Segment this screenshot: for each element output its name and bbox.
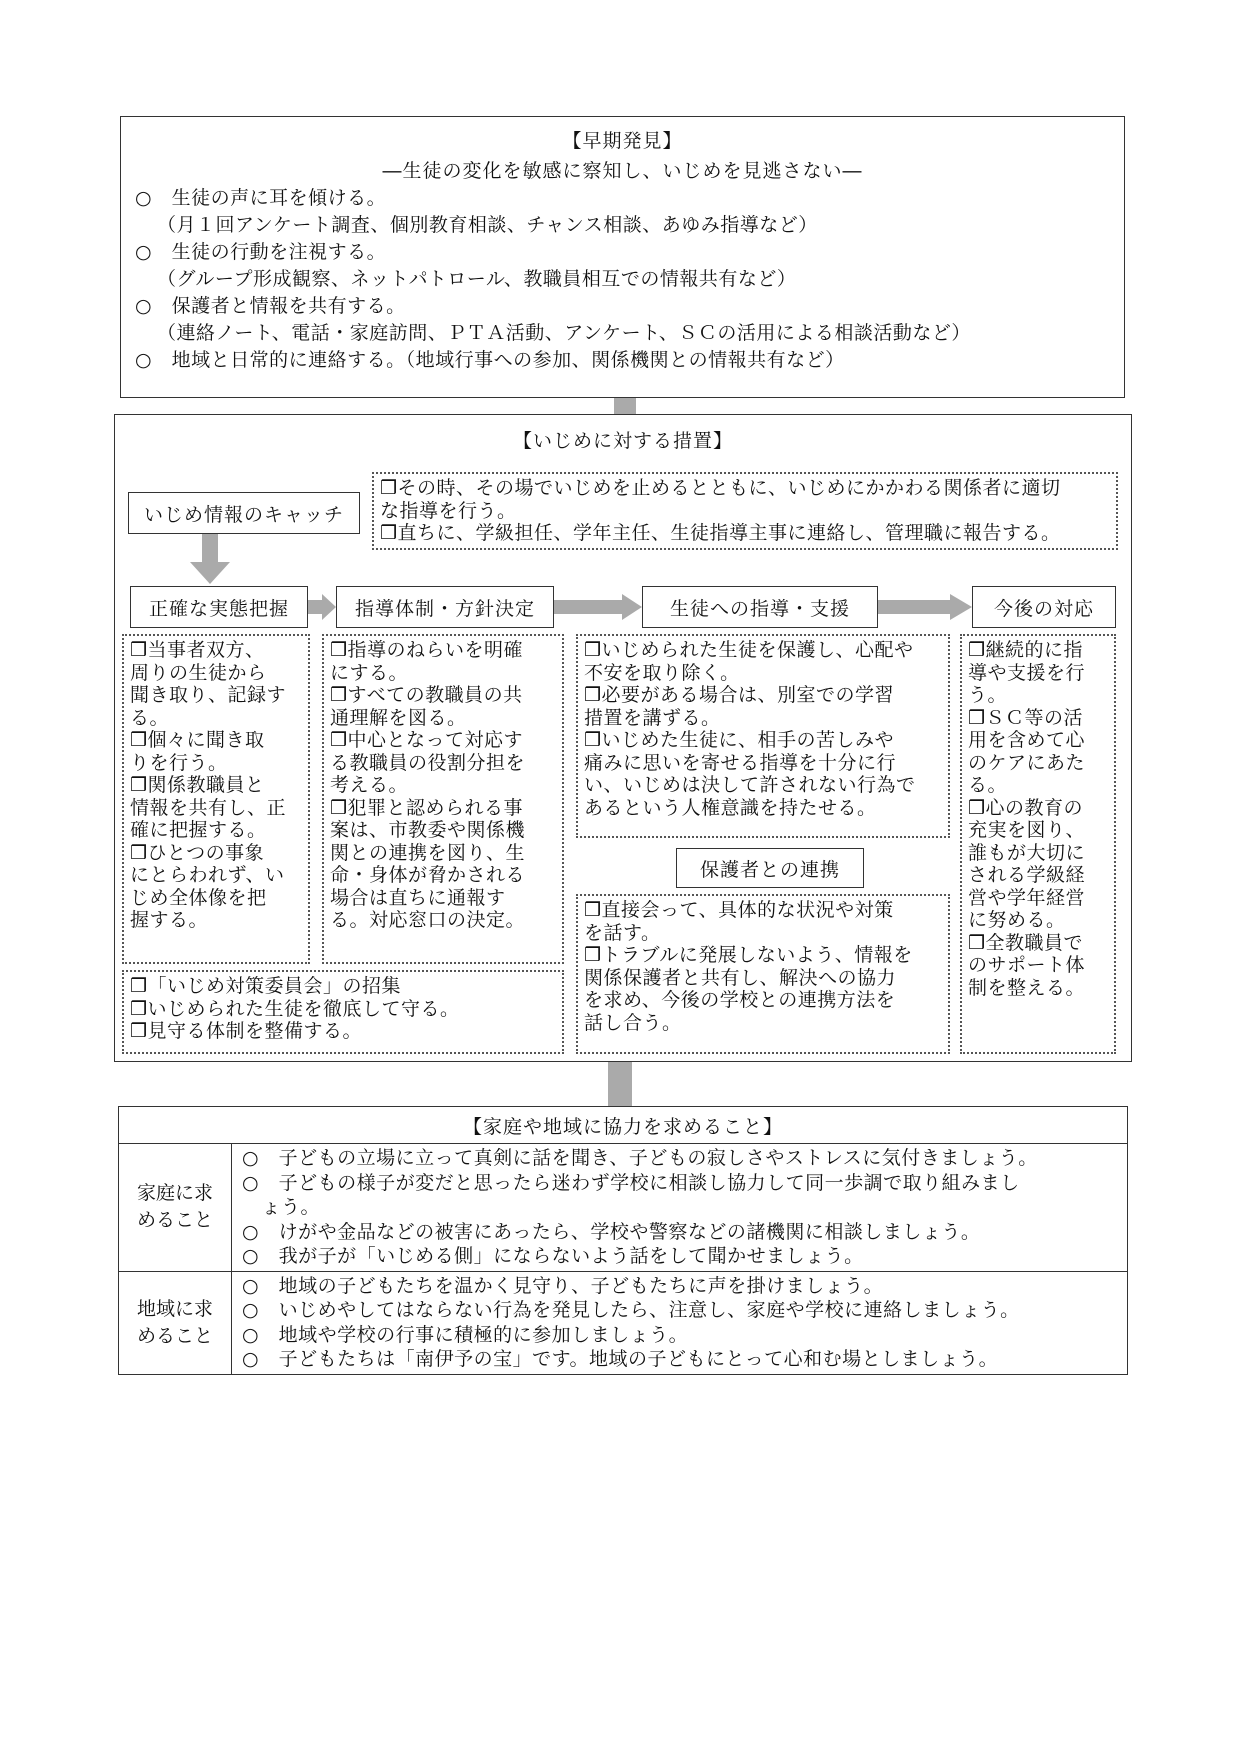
early-line-5: ○ 保護者と情報を共有する。 — [135, 295, 406, 317]
home-label-line-2: めること — [136, 1209, 213, 1232]
col4-line: 制を整える。 — [968, 976, 1086, 999]
col3-line: 痛みに思いを寄せる指導を十分に行 — [584, 751, 897, 774]
home-item: ○ 子どもの立場に立って真剣に話を聞き、子どもの寂しさやストレスに気付きましょう。 — [242, 1147, 1038, 1169]
area-item: ○ 地域の子どもたちを温かく見守り、子どもたちに声を掛けましょう。 — [242, 1274, 884, 1297]
col1-line: 聞き取り、記録す — [130, 684, 287, 706]
col2-line: 考える。 — [330, 774, 409, 796]
area-label — [119, 1271, 232, 1374]
col3-line: 不安を取り除く。 — [584, 661, 740, 684]
early-line-2: （月１回アンケート調査、個別教育相談、チャンス相談、あゆみ指導など） — [157, 214, 818, 236]
col4-line: 用を含めて心 — [968, 729, 1086, 751]
right-arrow-icon — [308, 594, 336, 620]
early-line-7: ○ 地域と日常的に連絡する。（地域行事への参加、関係機関との情報共有など） — [135, 349, 845, 371]
step-fact-finding: 正確な実態把握 — [130, 586, 308, 628]
future-response-notes — [960, 634, 1116, 1054]
col1-line: ❒ひとつの事象 — [130, 841, 265, 864]
col1-line: りを行う。 — [130, 751, 228, 774]
early-detection-subtitle: ―生徒の変化を敏感に察知し、いじめを見逃さない― — [382, 160, 863, 182]
col4-line: ❒心の教育の — [968, 796, 1084, 819]
col1-line: 握する。 — [130, 909, 209, 931]
area-items — [232, 1271, 1128, 1374]
parent-line: を話す。 — [584, 921, 661, 944]
catch-label: いじめ情報のキャッチ — [128, 492, 360, 534]
home-label-line-1: 家庭に求 — [136, 1182, 213, 1205]
col2-line: ❒中心となって対応す — [330, 729, 524, 751]
early-line-3: ○ 生徒の行動を注視する。 — [135, 241, 387, 263]
early-detection-title: 【早期発見】 — [562, 130, 683, 152]
student-support-notes — [576, 634, 950, 838]
right-arrow-icon — [878, 594, 972, 620]
committee-notes — [122, 970, 564, 1054]
col1-line: 周りの生徒から — [130, 661, 267, 684]
col1-line: ❒当事者双方、 — [130, 639, 265, 661]
col1-line: じめ全体像を把 — [130, 886, 267, 909]
col4-line: 誰もが大切に — [968, 841, 1086, 864]
parent-cooperation-notes — [576, 894, 950, 1054]
home-items — [232, 1144, 1128, 1272]
col2-line: ❒すべての教職員の共 — [330, 684, 523, 706]
col4-line: ❒継続的に指 — [968, 639, 1084, 661]
catch-note-3: ❒直ちに、学級担任、学年主任、生徒指導主事に連絡し、管理職に報告する。 — [380, 522, 1061, 544]
col2-line: る。対応窓口の決定。 — [330, 909, 526, 931]
area-item: ○ 子どもたちは「南伊予の宝」です。地域の子どもにとって心和む場としましょう。 — [242, 1348, 999, 1370]
area-label-line-2: めること — [136, 1324, 213, 1347]
col3-line: 措置を講ずる。 — [584, 706, 721, 729]
col1-line: る。 — [130, 706, 170, 729]
fact-finding-notes — [122, 634, 310, 964]
col3-line: ❒いじめた生徒に、相手の苦しみや — [584, 729, 895, 751]
committee-line: ❒いじめられた生徒を徹底して守る。 — [130, 997, 460, 1020]
home-item: ○ 我が子が「いじめる側」にならないよう話をして聞かせましょう。 — [242, 1245, 864, 1267]
catch-note-1: ❒その時、その場でいじめを止めるとともに、いじめにかかわる関係者に適切 — [380, 477, 1061, 499]
col4-line: のサポート体 — [968, 954, 1086, 976]
col1-line: ❒個々に聞き取 — [130, 729, 265, 751]
col4-line: のケアにあた — [968, 751, 1086, 774]
step-student-support: 生徒への指導・支援 — [642, 586, 878, 628]
col4-line: る。 — [968, 774, 1008, 796]
col3-line: ❒いじめられた生徒を保護し、心配や — [584, 639, 914, 661]
step-future-response: 今後の対応 — [972, 586, 1116, 628]
committee-line: ❒「いじめ対策委員会」の招集 — [130, 975, 402, 997]
col4-line: に努める。 — [968, 909, 1066, 931]
step-guidance-policy: 指導体制・方針決定 — [336, 586, 554, 628]
col2-line: にする。 — [330, 661, 409, 684]
col2-line: 関との連携を図り、生 — [330, 841, 526, 864]
col4-line: ❒ＳＣ等の活 — [968, 706, 1084, 729]
catch-note-2: な指導を行う。 — [380, 499, 517, 522]
guidance-policy-notes — [322, 634, 564, 964]
col1-line: 確に把握する。 — [130, 819, 267, 841]
col3-line: ❒必要がある場合は、別室での学習 — [584, 684, 895, 706]
col1-line: にとらわれず、い — [130, 864, 285, 886]
parent-line: 話し合う。 — [584, 1011, 682, 1034]
col2-line: 場合は直ちに通報す — [330, 886, 506, 909]
committee-line: ❒見守る体制を整備する。 — [130, 1020, 363, 1042]
col4-line: 充実を図り、 — [968, 819, 1086, 841]
catch-notes — [372, 472, 1118, 550]
col2-line: 命・身体が脅かされる — [330, 864, 526, 886]
area-label-line-1: 地域に求 — [136, 1297, 213, 1320]
measures-title: 【いじめに対する措置】 — [512, 430, 733, 452]
col2-line: 通理解を図る。 — [330, 706, 467, 729]
col2-line: ❒指導のねらいを明確 — [330, 639, 524, 661]
col4-line: 営や学年経営 — [968, 886, 1086, 909]
col4-line: ❒全教職員で — [968, 931, 1084, 954]
connector-measures-coop — [608, 1062, 632, 1106]
early-detection-box — [120, 116, 1125, 398]
right-arrow-icon — [554, 594, 642, 620]
parent-line: 関係保護者と共有し、解決への協力 — [584, 966, 897, 989]
col3-line: い、いじめは決して許されない行為で — [584, 774, 916, 796]
early-line-4: （グループ形成観察、ネットパトロール、教職員相互での情報共有など） — [157, 268, 797, 290]
home-item: ょう。 — [242, 1196, 321, 1218]
col2-line: 案は、市教委や関係機 — [330, 819, 526, 841]
col1-line: ❒関係教職員と — [130, 774, 265, 796]
parent-cooperation-label: 保護者との連携 — [676, 848, 864, 888]
parent-line: ❒直接会って、具体的な状況や対策 — [584, 899, 894, 921]
col4-line: される学級経 — [968, 864, 1086, 886]
col1-line: 情報を共有し、正 — [130, 796, 287, 819]
early-line-1: ○ 生徒の声に耳を傾ける。 — [135, 187, 387, 209]
parent-line: ❒トラブルに発展しないよう、情報を — [584, 944, 913, 966]
cooperation-title: 【家庭や地域に協力を求めること】 — [119, 1107, 1128, 1144]
connector-early-measures — [614, 398, 636, 414]
home-item: ○ けがや金品などの被害にあったら、学校や警察などの諸機関に相談しましょう。 — [242, 1220, 981, 1243]
down-arrow-icon — [190, 534, 230, 584]
area-item: ○ 地域や学校の行事に積極的に参加しましょう。 — [242, 1323, 689, 1346]
home-item: ○ 子どもの様子が変だと思ったら迷わず学校に相談し協力して同一歩調で取り組みまし — [242, 1171, 1020, 1194]
cooperation-table — [118, 1106, 1128, 1375]
home-label — [119, 1144, 232, 1272]
col4-line: 導や支援を行 — [968, 661, 1086, 684]
col2-line: ❒犯罪と認められる事 — [330, 796, 524, 819]
early-line-6: （連絡ノート、電話・家庭訪問、ＰＴＡ活動、アンケート、ＳＣの活用による相談活動など） — [157, 322, 971, 344]
col4-line: う。 — [968, 684, 1008, 706]
parent-line: を求め、今後の学校との連携方法を — [584, 989, 896, 1011]
col2-line: る教職員の役割分担を — [330, 751, 526, 774]
col3-line: あるという人権意識を持たせる。 — [584, 796, 877, 819]
area-item: ○ いじめやしてはならない行為を発見したら、注意し、家庭や学校に連絡しましょう。 — [242, 1299, 1020, 1321]
